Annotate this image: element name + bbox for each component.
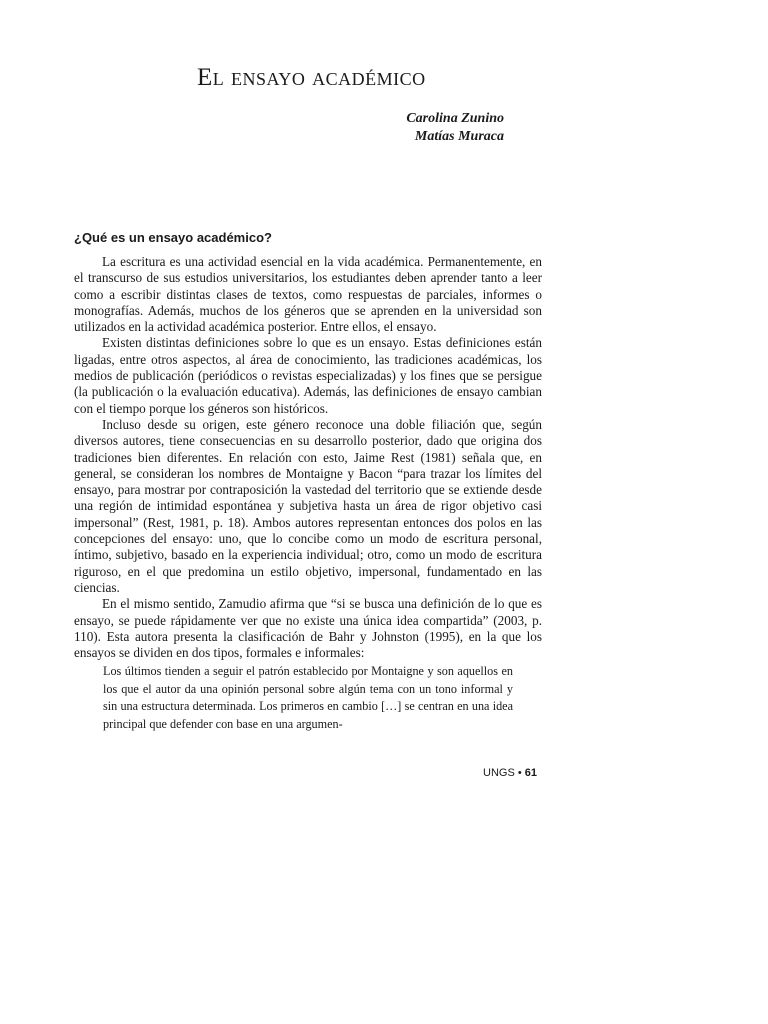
author-name: Carolina Zunino	[406, 111, 504, 126]
article-title: El ensayo académico	[197, 64, 426, 91]
author-block	[406, 110, 504, 146]
block-quote	[103, 663, 513, 733]
paragraph: En el mismo sentido, Zamudio afirma que “si se busca una definición de lo que es ensayo, se puede rápidamente ver que no existe una única idea compartida” (2003, p. 110). Esta autora presenta la clasificación de Bahr y Johnston (1995), en la que los ensayos se dividen en dos tipos, formales e informales:	[74, 596, 542, 661]
paragraph: Existen distintas definiciones sobre lo que es un ensayo. Estas definiciones están ligadas, entre otros aspectos, al área de conocimiento, las tradiciones académicas, los medios de publicación (periódicos o revistas especializadas) y los fines que se persigue (la publicación o la evaluación educativa). Además, las definiciones de ensayo cambian con el tiempo porque los géneros son históricos.	[74, 335, 542, 416]
page-footer	[483, 767, 537, 779]
section-heading: ¿Qué es un ensayo académico?	[74, 230, 272, 245]
paragraph: Incluso desde su origen, este género reconoce una doble filiación que, según diversos autores, tiene consecuencias en su desarrollo posterior, dado que origina dos tradiciones bien diferentes. En relación con esto, Jaime Rest (1981) señala que, en general, se consideran los nombres de Montaigne y Bacon “para trazar los límites del ensayo, para mostrar por contraposición la vastedad del territorio que se extiende desde una región de intimidad espontánea y subjetiva hasta un área de rigor objetivo casi impersonal” (Rest, 1981, p. 18). Ambos autores representan entonces dos polos en las concepciones del ensayo: uno, que lo concibe como un modo de escritura personal, íntimo, subjetivo, basado en la experiencia individual; otro, como un modo de escritura riguroso, en el que predomina un estilo objetivo, impersonal, fundamentado en las ciencias.	[74, 416, 542, 595]
page-number: 61	[524, 767, 537, 779]
body-text	[74, 254, 542, 661]
publisher-label: UNGS	[483, 767, 515, 779]
paragraph: La escritura es una actividad esencial en la vida académica. Permanentemente, en el transcurso de sus estudios universitarios, los estudiantes deben aprender tanto a leer como a escribir distintas clases de textos, como respuestas de parciales, informes o monografías. Además, muchos de los géneros que se aprenden en la universidad son utilizados en la actividad académica posterior. Entre ellos, el ensayo.	[74, 254, 542, 335]
quote-text: Los últimos tienden a seguir el patrón establecido por Montaigne y son aquellos en los que el autor da una opinión personal sobre algún tema con un tono informal y sin una estructura determinada. Los primeros en cambio […] se centran en una idea principal que defender con base en una argumen-	[103, 664, 513, 731]
footer-separator: •	[514, 767, 525, 779]
author-name: Matías Muraca	[414, 129, 504, 144]
